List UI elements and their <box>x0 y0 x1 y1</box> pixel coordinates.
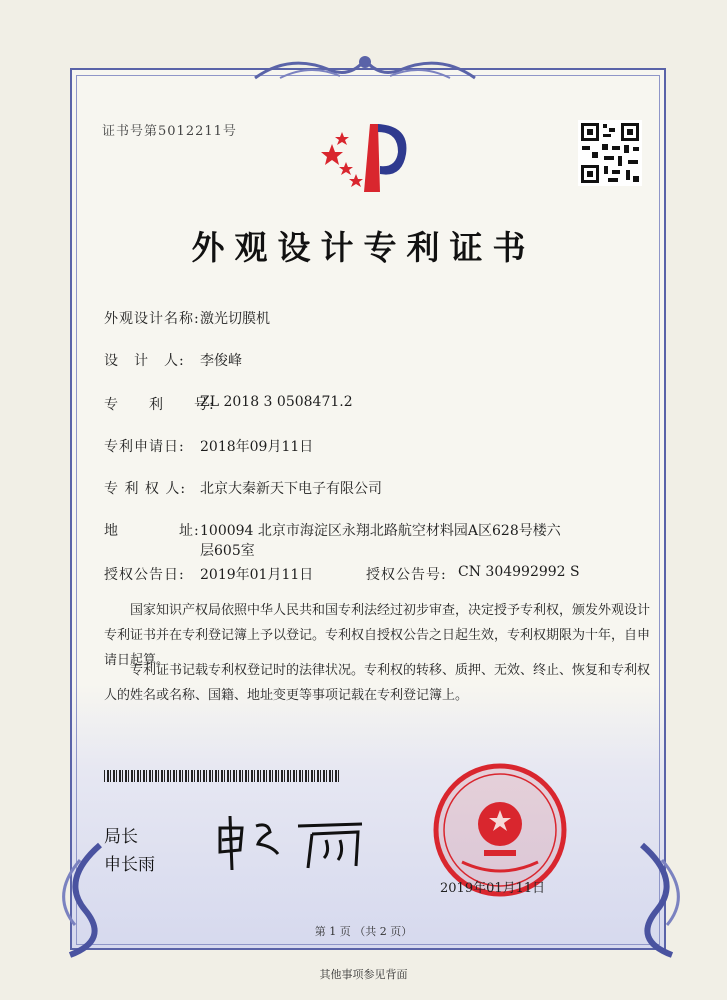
address-label: 地 址: <box>104 523 200 539</box>
patentee-label: 专 利 权 人: <box>104 481 187 497</box>
seal-date: 2019年01月11日 <box>440 881 546 896</box>
designer-label: 设 计 人: <box>104 353 185 369</box>
director-title: 局长 <box>104 827 138 847</box>
qr-code <box>578 120 642 186</box>
certificate-title: 外观设计专利证书 <box>191 228 536 267</box>
patent-number-label: 专 利 号: <box>104 397 215 413</box>
page-indicator: 第 1 页 （共 2 页） <box>314 925 413 938</box>
patent-office-logo-icon <box>318 114 414 198</box>
design-name-value: 激光切膜机 <box>200 311 270 327</box>
patent-number-value: ZL 2018 3 0508471.2 <box>200 394 353 410</box>
address-line-2: 层605室 <box>200 543 255 559</box>
grant-number-label: 授权公告号: <box>366 567 447 583</box>
director-name: 申长雨 <box>104 855 155 875</box>
grant-date-value: 2019年01月11日 <box>200 567 314 583</box>
design-name-label: 外观设计名称: <box>104 311 200 327</box>
grant-number-value: CN 304992992 S <box>458 564 580 580</box>
corner-ornament-right <box>612 840 702 960</box>
designer-value: 李俊峰 <box>200 353 242 369</box>
top-ornament <box>250 48 480 88</box>
barcode <box>104 770 339 782</box>
patentee-value: 北京大秦新天下电子有限公司 <box>200 481 382 497</box>
grant-date-label: 授权公告日: <box>104 567 185 583</box>
statement-paragraph-1: 国家知识产权局依照中华人民共和国专利法经过初步审查，决定授予专利权，颁发外观设计专利证书并在专利登记簿上予以登记。专利权自授权公告之日起生效，专利权期限为十年，自申请日起算。 <box>104 603 651 668</box>
certificate-number: 证书号第5012211号 <box>102 124 237 139</box>
filing-date-label: 专利申请日: <box>104 439 185 455</box>
filing-date-value: 2018年09月11日 <box>200 439 314 455</box>
back-note: 其他事项参见背面 <box>319 968 408 981</box>
director-signature <box>212 808 372 878</box>
address-line-1: 100094 北京市海淀区永翔北路航空材料园A区628号楼六 <box>200 523 561 539</box>
statement-paragraph-2: 专利证书记载专利权登记时的法律状况。专利权的转移、质押、无效、终止、恢复和专利权人的姓名或名称、国籍、地址变更等事项记载在专利登记簿上。 <box>104 663 651 703</box>
